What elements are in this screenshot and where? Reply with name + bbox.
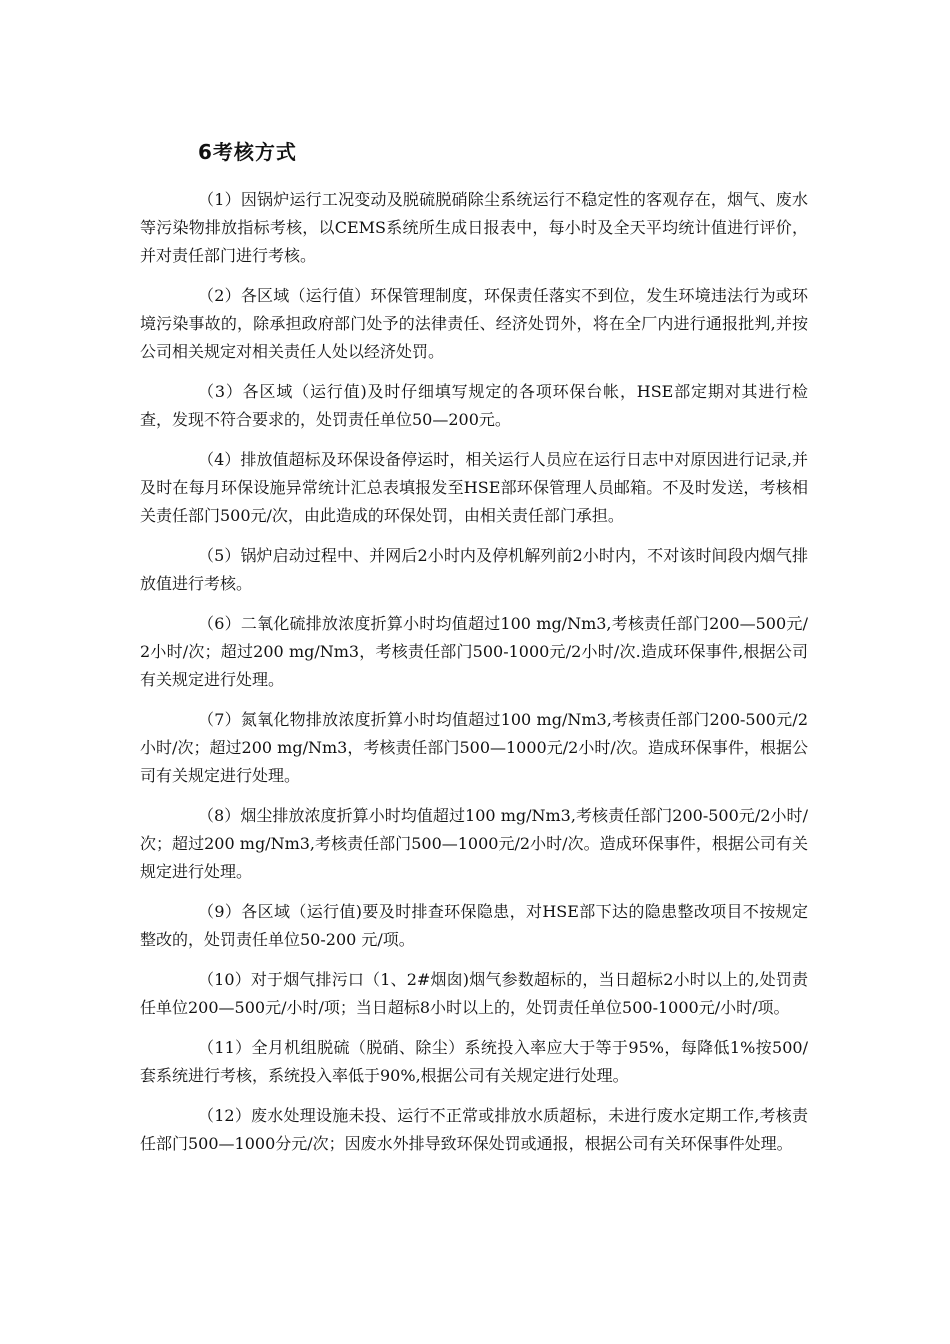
paragraph-6: （6）二氧化硫排放浓度折算小时均值超过100 mg/Nm3,考核责任部门200—500元/2小时/次；超过200 mg/Nm3，考核责任部门500-1000元/2小时/次.造成环保事件,根据公司有关规定进行处理。 xyxy=(140,614,808,689)
section-title: 6考核方式 xyxy=(198,140,297,164)
paragraph-11: （11）全月机组脱硫（脱硝、除尘）系统投入率应大于等于95%，每降低1%按500/套系统进行考核，系统投入率低于90%,根据公司有关规定进行处理。 xyxy=(140,1038,808,1085)
paragraph-9: （9）各区域（运行值)要及时排查环保隐患，对HSE部下达的隐患整改项目不按规定整改的，处罚责任单位50-200 元/项。 xyxy=(140,902,808,949)
paragraph-7: （7）氮氧化物排放浓度折算小时均值超过100 mg/Nm3,考核责任部门200-500元/2小时/次；超过200 mg/Nm3，考核责任部门500—1000元/2小时/次。造成环保事件，根据公司有关规定进行处理。 xyxy=(140,710,808,785)
paragraph-5: （5）锅炉启动过程中、并网后2小时内及停机解列前2小时内，不对该时间段内烟气排放值进行考核。 xyxy=(140,546,808,593)
paragraph-12: （12）废水处理设施未投、运行不正常或排放水质超标，未进行废水定期工作,考核责任部门500—1000分元/次；因废水外排导致环保处罚或通报，根据公司有关环保事件处理。 xyxy=(140,1106,808,1153)
paragraph-3: （3）各区域（运行值)及时仔细填写规定的各项环保台帐，HSE部定期对其进行检查，发现不符合要求的，处罚责任单位50—200元。 xyxy=(140,382,808,429)
paragraph-10: （10）对于烟气排污口（1、2#烟囱)烟气参数超标的，当日超标2小时以上的,处罚责任单位200—500元/小时/项；当日超标8小时以上的，处罚责任单位500-1000元/小时/项。 xyxy=(140,970,808,1017)
section-body xyxy=(140,186,808,1170)
paragraph-1: （1）因锅炉运行工况变动及脱硫脱硝除尘系统运行不稳定性的客观存在，烟气、废水等污染物排放指标考核，以CEMS系统所生成日报表中，每小时及全天平均统计值进行评价，并对责任部门进行考核。 xyxy=(140,190,808,265)
paragraph-4: （4）排放值超标及环保设备停运时，相关运行人员应在运行日志中对原因进行记录,并及时在每月环保设施异常统计汇总表填报发至HSE部环保管理人员邮箱。不及时发送，考核相关责任部门500元/次，由此造成的环保处罚，由相关责任部门承担。 xyxy=(140,450,808,525)
paragraph-2: （2）各区域（运行值）环保管理制度，环保责任落实不到位，发生环境违法行为或环境污染事故的，除承担政府部门处予的法律责任、经济处罚外，将在全厂内进行通报批判,并按公司相关规定对相关责任人处以经济处罚。 xyxy=(140,286,808,361)
paragraph-8: （8）烟尘排放浓度折算小时均值超过100 mg/Nm3,考核责任部门200-500元/2小时/次；超过200 mg/Nm3,考核责任部门500—1000元/2小时/次。造成环保事件，根据公司有关规定进行处理。 xyxy=(140,806,808,881)
